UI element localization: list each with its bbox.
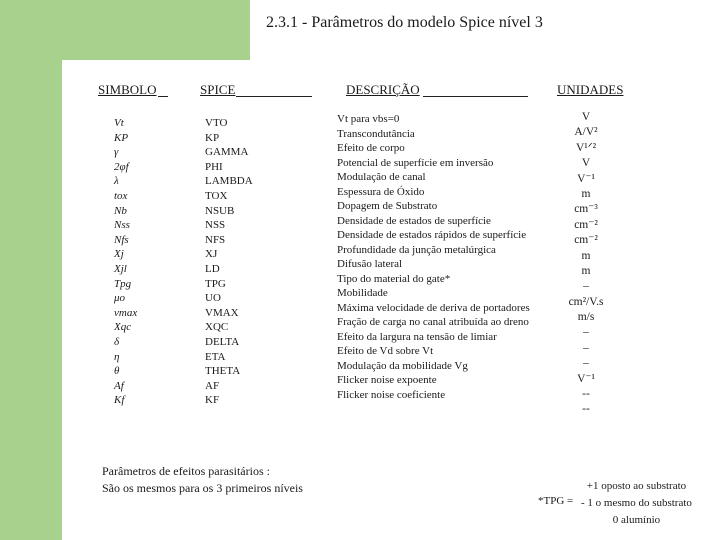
header-spice-underline: [236, 96, 312, 97]
parasitic-note-line2: São os mesmos para os 3 primeiros níveis: [102, 481, 303, 495]
descricao-cell: Flicker noise coeficiente: [337, 388, 446, 401]
unidade-cell: --: [582, 388, 590, 401]
simbolo-cell: Xqc: [114, 321, 132, 334]
parasitic-note: [102, 463, 303, 497]
simbolo-cell: Af: [114, 379, 124, 392]
simbolo-column: [114, 116, 137, 408]
spice-cell: UO: [205, 292, 221, 305]
unidade-cell: V¹ᐟ²: [575, 141, 597, 154]
simbolo-cell: λ: [114, 175, 119, 188]
spice-cell: TOX: [205, 189, 228, 202]
descricao-cell: Densidade de estados rápidos de superfície: [337, 229, 527, 241]
unidade-cell: A/V²: [574, 126, 598, 139]
tpg-footnote-label: *TPG =: [538, 495, 574, 507]
unidade-cell: –: [583, 341, 589, 354]
unidade-cell: cm⁻³: [574, 203, 598, 216]
spice-cell: NSS: [205, 219, 226, 232]
simbolo-cell: Kf: [114, 394, 125, 407]
simbolo-cell: Xjl: [114, 262, 127, 275]
header-spice: SPICE: [200, 82, 236, 97]
simbolo-cell: Nb: [114, 204, 127, 217]
unidade-cell: –: [583, 280, 589, 293]
simbolo-cell: 2φf: [114, 160, 129, 173]
descricao-cell: Profundidade da junção metalúrgica: [337, 243, 496, 256]
spice-cell: ETA: [205, 350, 226, 363]
simbolo-cell: Vt: [114, 117, 124, 129]
simbolo-cell: Nfs: [114, 233, 129, 246]
unidade-cell: m: [581, 264, 591, 277]
descricao-cell: Vt para vbs=0: [337, 113, 400, 125]
unidade-cell: V: [581, 111, 591, 123]
spice-cell: PHI: [205, 160, 223, 173]
descricao-cell: Espessura de Óxido: [337, 185, 425, 198]
descricao-cell: Dopagem de Substrato: [337, 200, 438, 212]
unidade-cell: V⁻¹: [577, 372, 595, 385]
header-descricao-underline: [423, 96, 528, 97]
descricao-cell: Efeito da largura na tensão de limiar: [337, 330, 497, 343]
simbolo-cell: δ: [114, 335, 120, 348]
simbolo-cell: Tpg: [114, 277, 132, 290]
simbolo-cell: Nss: [114, 219, 130, 232]
spice-cell: KF: [205, 394, 220, 407]
spice-cell: XJ: [205, 248, 218, 261]
green-side-band: [0, 0, 62, 540]
descricao-cell: Potencial de superfície em inversão: [337, 156, 494, 169]
unidade-cell: cm⁻²: [574, 234, 598, 247]
unidade-cell: V⁻¹: [577, 172, 595, 185]
unidade-cell: m: [581, 187, 591, 200]
spice-cell: AF: [205, 379, 220, 392]
descricao-cell: Modulação da mobilidade Vg: [337, 359, 468, 372]
simbolo-cell: KP: [114, 131, 129, 144]
spice-cell: TPG: [205, 277, 226, 290]
descricao-cell: Difusão lateral: [337, 258, 403, 270]
spice-cell: VMAX: [205, 306, 239, 319]
simbolo-cell: μo: [114, 292, 126, 305]
simbolo-cell: vmax: [114, 306, 138, 319]
simbolo-cell: η: [114, 350, 120, 363]
descricao-cell: Flicker noise expoente: [337, 374, 437, 386]
unidade-cell: m/s: [577, 311, 595, 324]
simbolo-cell: tox: [114, 189, 128, 202]
spice-cell: KP: [205, 131, 220, 144]
descricao-cell: Densidade de estados de superfície: [337, 214, 491, 227]
descricao-cell: Máxima velocidade de deriva de portadores: [337, 301, 530, 314]
header-unidades: UNIDADES: [557, 82, 624, 97]
unidade-cell: m: [581, 249, 591, 262]
spice-cell: XQC: [205, 321, 229, 334]
parasitic-note-line1: Parâmetros de efeitos parasitários :: [102, 464, 270, 478]
descricao-column: [337, 112, 530, 402]
spice-column: [205, 116, 253, 408]
unidades-column: [566, 110, 606, 418]
unidade-cell: cm⁻²: [574, 218, 598, 231]
header-simbolo: SIMBOLO: [98, 82, 157, 97]
unidade-cell: --: [582, 403, 590, 416]
descricao-cell: Modulação de canal: [337, 171, 426, 183]
tpg-footnote-options: [581, 478, 692, 529]
spice-cell: GAMMA: [205, 146, 249, 159]
descricao-cell: Mobilidade: [337, 287, 388, 299]
unidade-cell: V: [581, 157, 591, 170]
spice-cell: DELTA: [205, 335, 240, 348]
unidade-cell: cm²/V.s: [568, 295, 604, 308]
unidade-cell: –: [583, 357, 589, 370]
tpg-option: 0 alumínio: [612, 514, 661, 526]
descricao-cell: Fração de carga no canal atribuída ao dreno: [337, 316, 529, 328]
tpg-option: - 1 o mesmo do substrato: [581, 497, 692, 509]
spice-cell: NFS: [205, 233, 226, 246]
unidade-cell: –: [583, 326, 589, 339]
spice-cell: VTO: [205, 117, 228, 129]
spice-cell: NSUB: [205, 204, 235, 217]
simbolo-cell: Xj: [114, 248, 124, 261]
spice-cell: THETA: [205, 365, 241, 378]
header-descricao: DESCRIÇÃO: [346, 82, 420, 97]
descricao-cell: Tipo do material do gate*: [337, 272, 451, 285]
spice-cell: LD: [205, 262, 220, 275]
tpg-option: +1 oposto ao substrato: [586, 480, 687, 492]
descricao-cell: Transcondutância: [337, 127, 415, 140]
descricao-cell: Efeito de Vd sobre Vt: [337, 345, 434, 357]
page-title: 2.3.1 - Parâmetros do modelo Spice nível 3: [266, 14, 543, 31]
simbolo-cell: γ: [114, 146, 119, 159]
descricao-cell: Efeito de corpo: [337, 142, 405, 154]
spice-cell: LAMBDA: [205, 175, 253, 188]
header-simbolo-underline: [158, 96, 168, 97]
simbolo-cell: θ: [114, 365, 120, 378]
